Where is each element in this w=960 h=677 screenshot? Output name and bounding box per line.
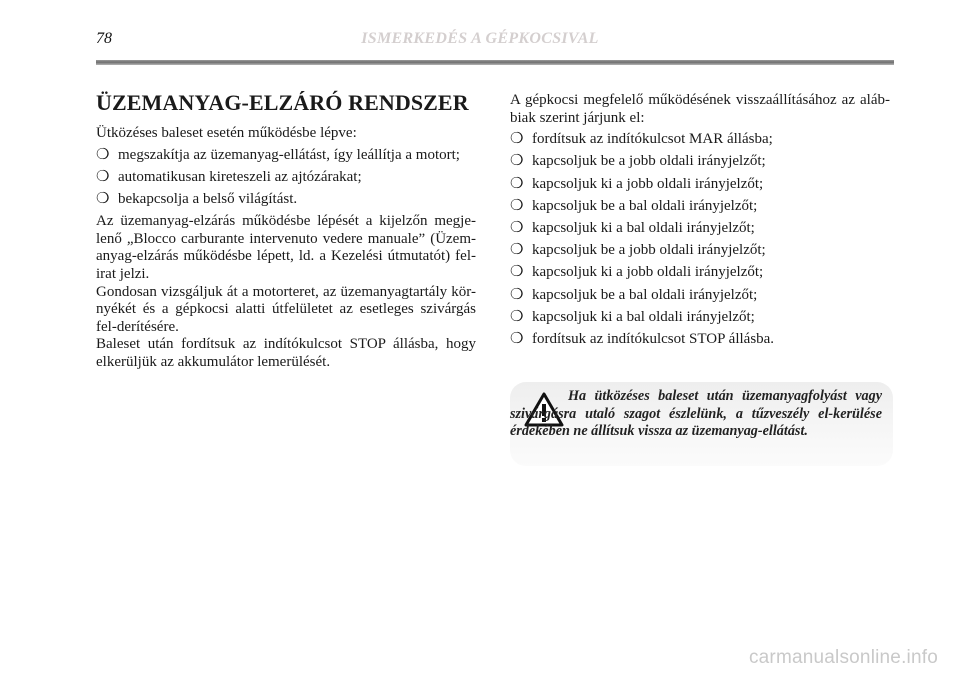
list-item-text: kapcsoljuk ki a bal oldali irányjelzőt; — [532, 219, 755, 236]
paragraph-inspection: Gondosan vizsgáljuk át a motorteret, az üzemanyagtartály kör-nyékét és a gépkocsi alatti útfelületet az esetleges szivárgás fel-derítésére. — [96, 283, 476, 335]
list-item — [96, 191, 476, 209]
right-column — [510, 92, 890, 353]
bullet-icon: ❍ — [510, 175, 524, 192]
list-item-text: fordítsuk az indítókulcsot MAR állásba; — [532, 131, 773, 148]
bullet-icon: ❍ — [96, 190, 110, 207]
header-rule — [96, 60, 894, 65]
bullet-icon: ❍ — [510, 330, 524, 347]
right-bullet-list — [510, 131, 890, 348]
list-item — [510, 264, 890, 282]
list-item — [510, 331, 890, 349]
page-number: 78 — [96, 30, 112, 47]
list-item-text: kapcsoljuk ki a jobb oldali irányjelzőt; — [532, 175, 764, 192]
left-column — [96, 90, 476, 372]
bullet-icon: ❍ — [510, 286, 524, 303]
bullet-icon: ❍ — [510, 197, 524, 214]
list-item — [510, 153, 890, 171]
list-item — [96, 147, 476, 165]
bullet-icon: ❍ — [510, 308, 524, 325]
right-intro: A gépkocsi megfelelő működésének visszaállításához az aláb-biak szerint járjunk el: — [510, 92, 890, 126]
list-item — [510, 220, 890, 238]
section-title: ÜZEMANYAG-ELZÁRÓ RENDSZER — [96, 90, 469, 115]
list-item-text: fordítsuk az indítókulcsot STOP állásba. — [532, 330, 775, 347]
watermark: carmanualsonline.info — [748, 647, 938, 668]
list-item-text: megszakítja az üzemanyag-ellátást, így leállítja a motort; — [118, 146, 460, 163]
list-item — [510, 176, 890, 194]
list-item — [510, 131, 890, 149]
list-item-text: bekapcsolja a belső világítást. — [118, 190, 298, 207]
left-intro: Ütközéses baleset esetén működésbe lépve: — [96, 125, 357, 141]
list-item-text: kapcsoljuk be a jobb oldali irányjelzőt; — [532, 242, 766, 259]
running-title: ISMERKEDÉS A GÉPKOCSIVAL — [361, 30, 599, 47]
list-item — [510, 287, 890, 305]
paragraph-display-message: Az üzemanyag-elzárás működésbe lépését a kijelzőn megje-lenő „Blocco carburante intervenuto vedere manuale” (Üzem-anyag-elzárás működésbe lépett, ld. a Kezelési útmutatót) fel-irat jelzi. — [96, 213, 476, 282]
list-item — [96, 169, 476, 187]
list-item — [510, 309, 890, 327]
warning-box — [510, 382, 893, 466]
list-item-text: kapcsoljuk be a jobb oldali irányjelzőt; — [532, 153, 766, 170]
list-item-text: automatikusan kireteszeli az ajtózárakat; — [118, 168, 362, 185]
list-item — [510, 198, 890, 216]
list-item — [510, 242, 890, 260]
bullet-icon: ❍ — [510, 264, 524, 281]
bullet-icon: ❍ — [510, 153, 524, 170]
bullet-icon: ❍ — [510, 242, 524, 259]
list-item-text: kapcsoljuk be a bal oldali irányjelzőt; — [532, 197, 758, 214]
bullet-icon: ❍ — [510, 219, 524, 236]
warning-text — [510, 388, 882, 441]
bullet-icon: ❍ — [96, 146, 110, 163]
list-item-text: kapcsoljuk ki a jobb oldali irányjelzőt; — [532, 264, 764, 281]
paragraph-battery: Baleset után fordítsuk az indítókulcsot STOP állásba, hogy elkerüljük az akkumulátor lemerülését. — [96, 336, 476, 370]
left-bullet-list — [96, 147, 476, 209]
bullet-icon: ❍ — [510, 131, 524, 148]
bullet-icon: ❍ — [96, 168, 110, 185]
list-item-text: kapcsoljuk ki a bal oldali irányjelzőt; — [532, 308, 755, 325]
list-item-text: kapcsoljuk be a bal oldali irányjelzőt; — [532, 286, 758, 303]
warning-text-content: Ha ütközéses baleset után üzemanyagfolyást vagy szivárgásra utaló szagot észlelünk, a tűzveszély el-kerülése érdekében ne állítsuk vissza az üzemanyag-ellátást. — [510, 388, 882, 439]
